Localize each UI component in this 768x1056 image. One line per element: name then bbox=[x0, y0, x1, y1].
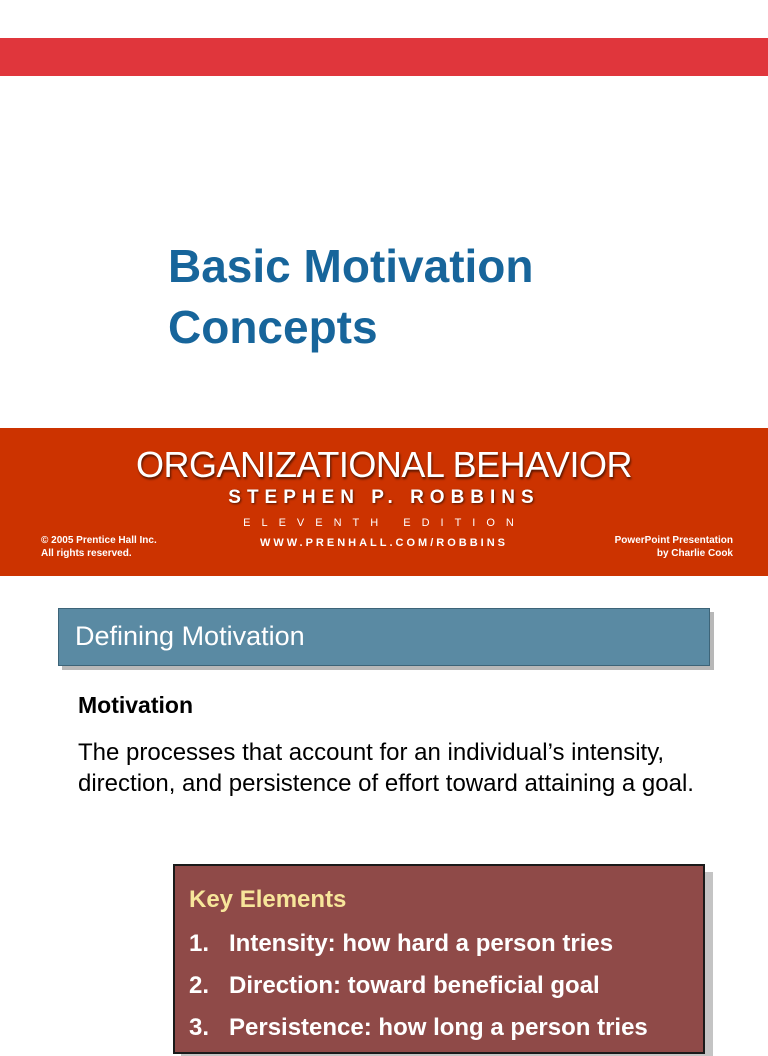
banner-url: WWW.PRENHALL.COM/ROBBINS bbox=[260, 537, 508, 549]
slide-title-line2: Concepts bbox=[168, 301, 378, 353]
list-item bbox=[189, 1014, 648, 1056]
banner-edition: ELEVENTH EDITION bbox=[243, 517, 525, 529]
book-banner bbox=[0, 428, 768, 576]
list-item-text: Intensity: how hard a person tries bbox=[229, 930, 614, 957]
list-item-text: Direction: toward beneficial goal bbox=[229, 972, 600, 999]
list-item bbox=[189, 972, 648, 1014]
credit-line1: PowerPoint Presentation bbox=[614, 535, 733, 546]
top-accent-stripe bbox=[0, 38, 768, 76]
banner-author: STEPHEN P. ROBBINS bbox=[228, 487, 540, 508]
banner-title: ORGANIZATIONAL BEHAVIOR bbox=[136, 444, 632, 485]
list-item bbox=[189, 930, 648, 972]
credit-line2: by Charlie Cook bbox=[656, 548, 733, 559]
key-elements-list bbox=[189, 930, 648, 1056]
section-header bbox=[58, 608, 710, 666]
list-item-number: 2. bbox=[189, 972, 210, 999]
key-elements-heading: Key Elements bbox=[189, 886, 347, 913]
copyright-line1: © 2005 Prentice Hall Inc. bbox=[41, 535, 157, 546]
definition-text: The processes that account for an individual’s intensity, direction, and persistence of effort toward attaining a goal. bbox=[78, 739, 694, 797]
copyright-notice bbox=[41, 534, 157, 560]
list-item-text: Persistence: how long a person tries bbox=[229, 1014, 648, 1041]
list-item-number: 3. bbox=[189, 1014, 210, 1041]
copyright-line2: All rights reserved. bbox=[41, 548, 132, 559]
term-heading: Motivation bbox=[78, 692, 193, 718]
slide-title-line1: Basic Motivation bbox=[168, 240, 534, 292]
key-elements-box bbox=[173, 864, 705, 1054]
slide-title bbox=[168, 236, 688, 358]
section-header-label: Defining Motivation bbox=[75, 621, 305, 651]
list-item-number: 1. bbox=[189, 930, 210, 957]
presentation-credit bbox=[615, 534, 733, 560]
